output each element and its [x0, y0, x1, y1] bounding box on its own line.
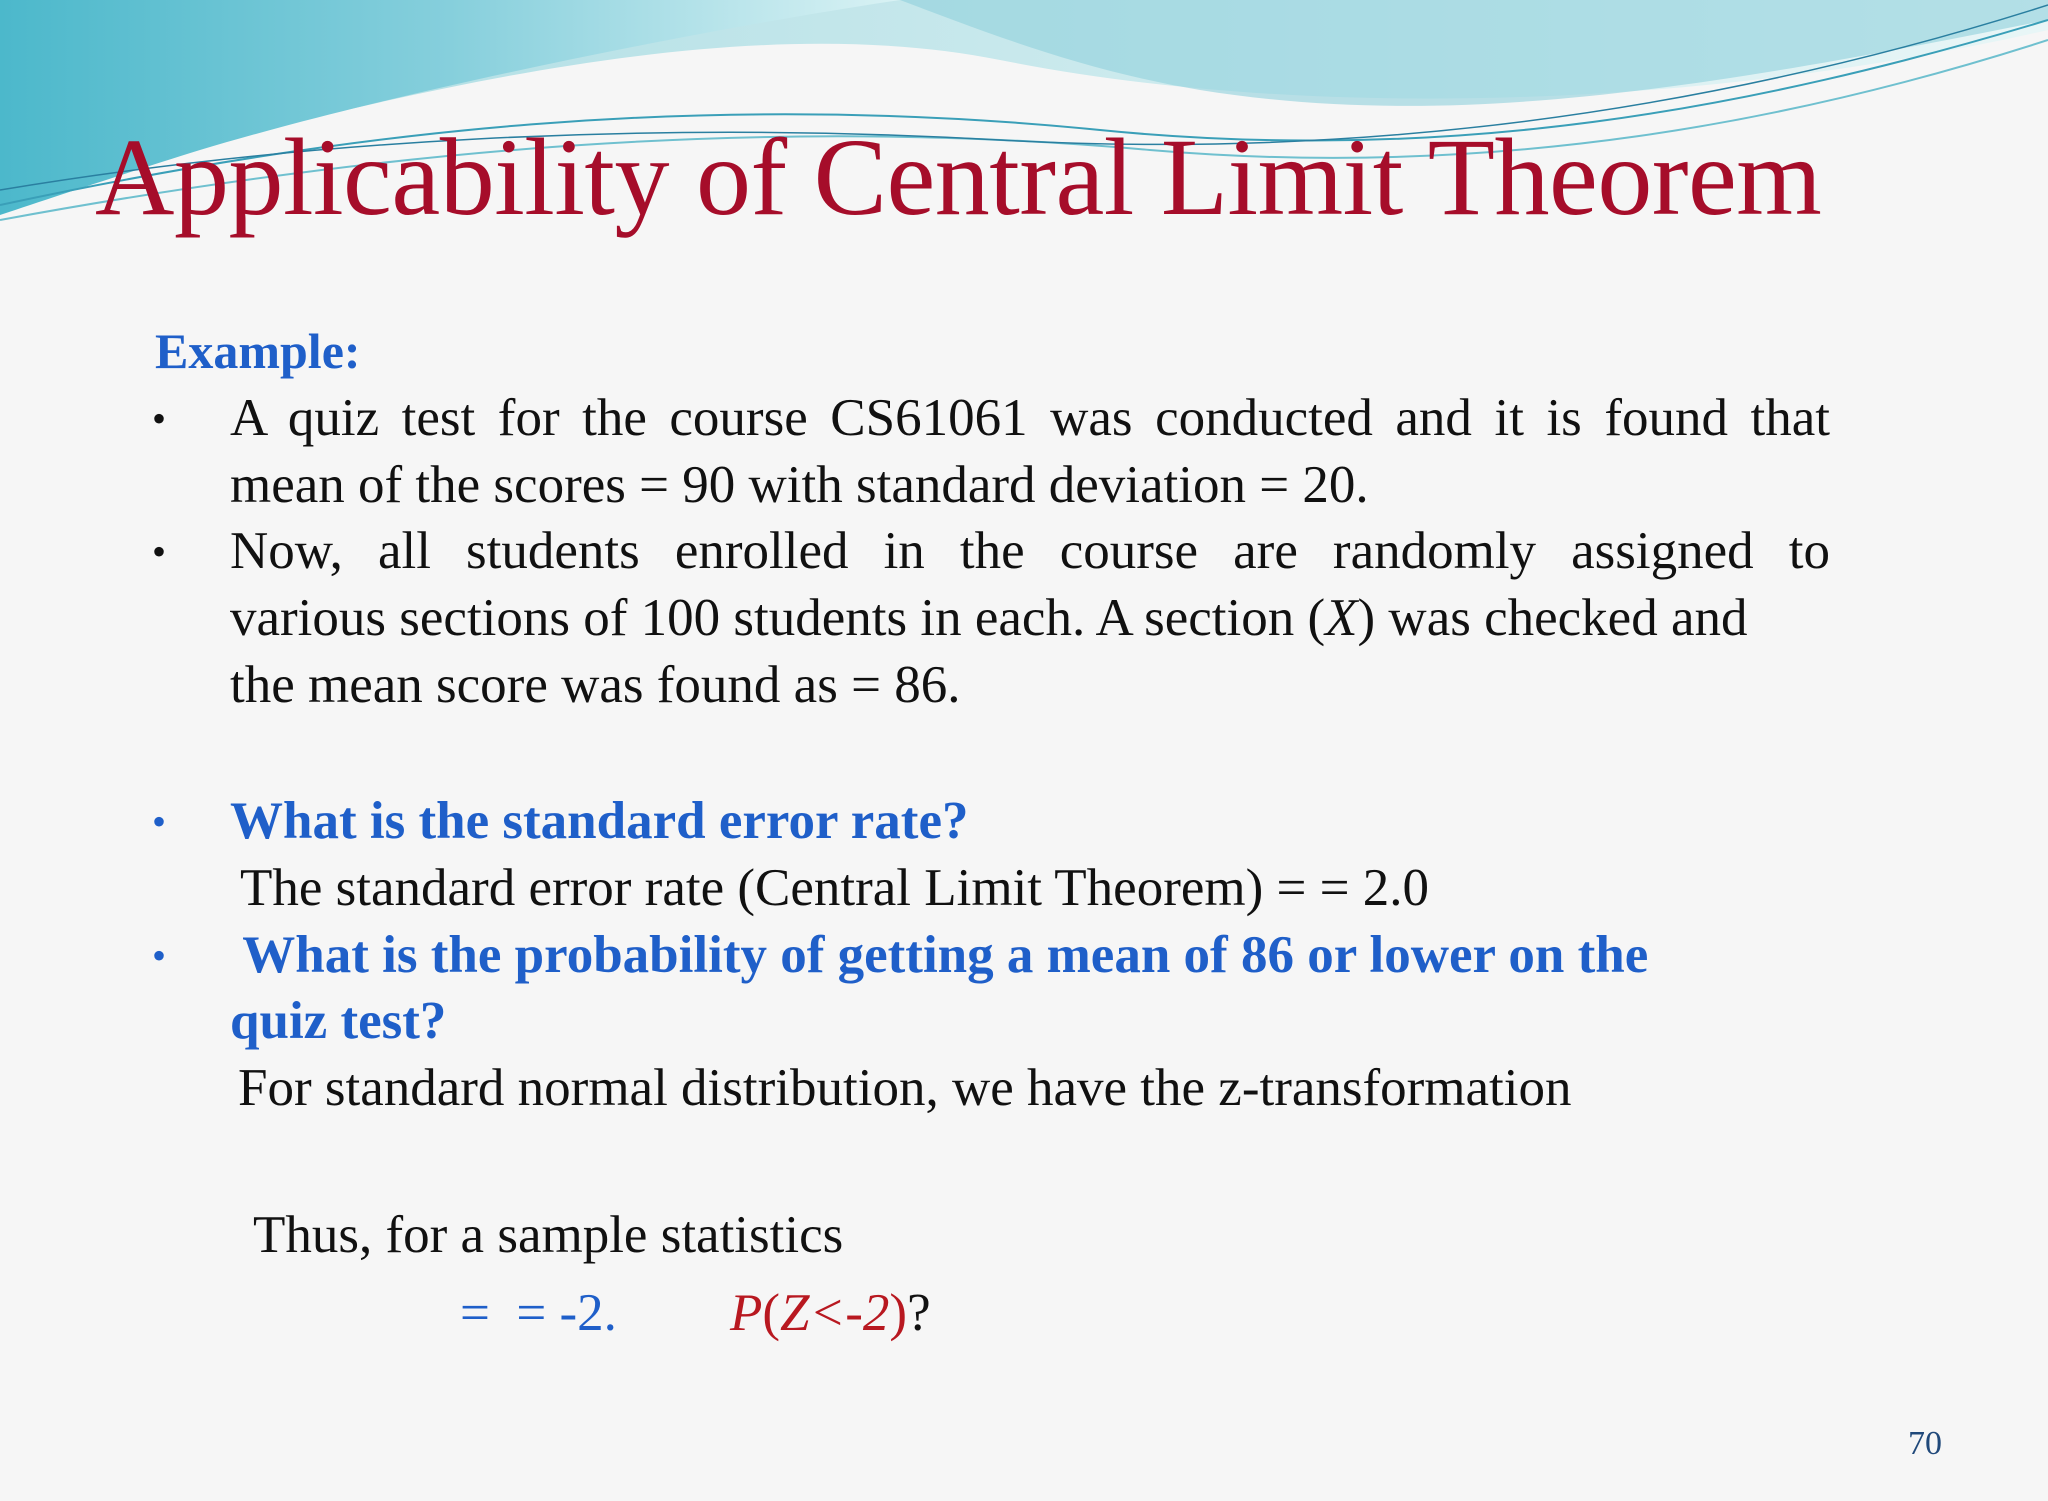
- bullet-2-line-3: the mean score was found as = 86.: [230, 656, 961, 714]
- question-1: What is the standard error rate?: [230, 792, 969, 850]
- prob-p: P: [730, 1284, 763, 1342]
- bullet-2-line-1: Now, all students enrolled in the course are randomly assigned to: [230, 522, 1830, 580]
- bullet-1-line-1: A quiz test for the course CS61061 was conducted and it is found that: [230, 389, 1830, 447]
- variable-x: X: [1325, 589, 1358, 647]
- bullet-2-line-2-part-b: ) was checked and: [1357, 589, 1748, 647]
- prob-close-paren: ): [889, 1284, 908, 1342]
- z-result: = = -2.: [460, 1284, 617, 1342]
- bullet-2-line-2: [230, 585, 1747, 652]
- prob-z-expr: Z<-2: [780, 1284, 890, 1342]
- probability-expression: [730, 1280, 931, 1347]
- bullet-2-line-2-part-a: various sections of 100 students in each. A section (: [230, 589, 1326, 647]
- question-2-line-2: quiz test?: [230, 992, 447, 1050]
- question-1-marker: •: [152, 799, 167, 844]
- prob-open-paren: (: [762, 1284, 781, 1342]
- bullet-1-marker: •: [152, 396, 167, 441]
- page-number: 70: [1908, 1425, 1942, 1462]
- answer-1: The standard error rate (Central Limit Theorem) = = 2.0: [240, 859, 1430, 917]
- answer-2: For standard normal distribution, we have the z-transformation: [238, 1059, 1572, 1117]
- question-2-marker: •: [152, 933, 167, 978]
- thus-line: Thus, for a sample statistics: [253, 1206, 844, 1264]
- question-2-line-1: What is the probability of getting a mean of 86 or lower on the: [230, 926, 1649, 984]
- bullet-2-marker: •: [152, 529, 167, 574]
- slide-title: Applicability of Central Limit Theorem: [95, 116, 1822, 238]
- example-label: Example:: [155, 323, 361, 379]
- prob-question-mark: ?: [907, 1284, 931, 1342]
- bullet-1-line-2: mean of the scores = 90 with standard deviation = 20.: [230, 456, 1369, 514]
